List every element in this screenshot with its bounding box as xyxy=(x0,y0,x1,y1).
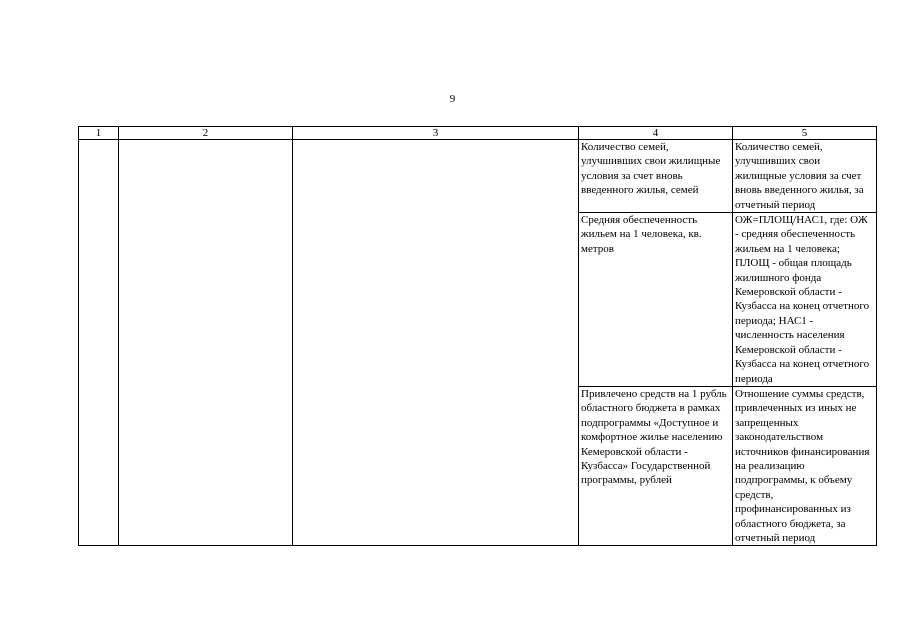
column-header-4: 4 xyxy=(579,127,733,140)
indicator-text: Средняя обеспеченность жильем на 1 человека, кв. метров xyxy=(581,214,702,255)
table-row xyxy=(79,140,877,213)
column-3-cell xyxy=(293,140,579,546)
method-text: ОЖ=ПЛОЩ/НАС1, где: ОЖ - средняя обеспеченность жильем на 1 человека; ПЛОЩ - общая площадь жилишного фонда Кемеровской области - Кузбасса на конец отчетного периода; НАС1 - численность населения Кемеровской области - Кузбасса на конец отчетного периода xyxy=(735,214,870,385)
header-row xyxy=(79,127,877,140)
indicator-text: Привлечено средств на 1 рубль областного бюджета в рамках подпрограммы «Доступное и комфортное жилье населению Кемеровской области - Кузбасса» Государственной программы, рублей xyxy=(581,387,727,487)
column-header-3: 3 xyxy=(293,127,579,140)
method-cell xyxy=(733,386,877,545)
method-cell xyxy=(733,140,877,213)
method-text: Отношение суммы средств, привлеченных из иных не запрещенных законодательством источников финансирования на реализацию подпрограммы, к объему средств, профинансированных из областного бюджета, за отчетный период xyxy=(735,387,870,544)
column-1-cell xyxy=(79,140,119,546)
indicator-cell xyxy=(579,140,733,213)
column-header-2: 2 xyxy=(119,127,293,140)
indicator-cell xyxy=(579,213,733,387)
method-text: Количество семей, улучшивших свои жилищные условия за счет вновь введенного жилья, за отчетный период xyxy=(735,141,864,211)
indicators-table xyxy=(78,126,877,546)
page-number: 9 xyxy=(449,93,456,105)
indicator-cell xyxy=(579,386,733,545)
indicator-text: Количество семей, улучшивших свои жилищные условия за счет вновь введенного жилья, семей xyxy=(581,141,721,197)
column-header-5: 5 xyxy=(733,127,877,140)
column-2-cell xyxy=(119,140,293,546)
method-cell xyxy=(733,213,877,387)
column-header-1: 1 xyxy=(79,127,119,140)
